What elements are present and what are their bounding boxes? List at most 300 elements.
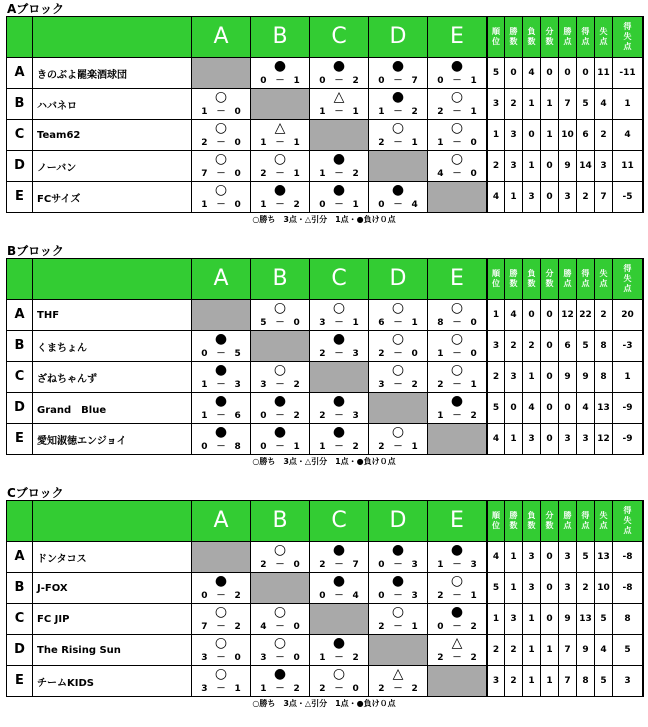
stat-value: 4 (488, 542, 504, 572)
stat-value: 13 (595, 542, 612, 572)
team-name-text: FC JIP (37, 613, 70, 625)
match-score (310, 169, 368, 179)
score-dash: － (207, 653, 235, 663)
legend: ○勝ち 3点・△引分 1点・●負け０点 (252, 215, 396, 224)
match-score (310, 442, 368, 452)
match-result (369, 300, 427, 330)
team-name-text: J-FOX (37, 582, 68, 594)
stat-value: 0 (541, 573, 558, 603)
score-against: 0 (234, 169, 241, 179)
score-dash: － (443, 622, 471, 632)
match-result (251, 666, 309, 696)
stat-value: 5 (488, 58, 504, 88)
stat-value: 0 (541, 300, 558, 330)
match-result (251, 635, 309, 665)
stat-header-label: 得失点 (623, 264, 632, 293)
score-dash: － (443, 560, 471, 570)
score-for: 1 (437, 411, 444, 421)
score-dash: － (384, 380, 412, 390)
match-score (251, 411, 309, 421)
match-result (251, 58, 309, 88)
stat-value: 5 (595, 604, 612, 634)
score-for: 0 (378, 76, 385, 86)
match-score (251, 200, 309, 210)
team-name-text: The Rising Sun (37, 644, 121, 656)
score-dash: － (443, 107, 471, 117)
match-result (310, 300, 368, 330)
score-against: 1 (293, 442, 300, 452)
team-name-text: Team62 (37, 129, 81, 141)
match-result (369, 58, 427, 88)
score-dash: － (384, 76, 412, 86)
draw-mark-icon: △ (333, 89, 345, 105)
score-for: 2 (378, 138, 385, 148)
score-for: 1 (201, 107, 208, 117)
match-score (428, 318, 486, 328)
score-for: 7 (201, 622, 208, 632)
score-dash: － (443, 76, 471, 86)
match-score (251, 318, 309, 328)
score-against: 2 (352, 653, 359, 663)
match-result (310, 542, 368, 572)
stat-value: 3 (488, 331, 504, 361)
standings-table (6, 16, 644, 213)
loss-mark-icon: ● (214, 393, 228, 409)
stat-value: 8 (613, 604, 642, 634)
match-score (310, 591, 368, 601)
match-score (251, 653, 309, 663)
score-against: 2 (470, 622, 477, 632)
score-dash: － (207, 107, 235, 117)
stat-value: 1 (541, 120, 558, 150)
stat-value: 5 (595, 666, 612, 696)
stat-value: -9 (613, 424, 642, 454)
loss-mark-icon: ● (450, 542, 464, 558)
stat-value: 2 (488, 362, 504, 392)
column-header-c: C (310, 259, 368, 299)
match-result (310, 573, 368, 603)
stat-value: 4 (505, 300, 522, 330)
stat-value: 3 (559, 573, 576, 603)
block-title: Aブロック (7, 2, 65, 16)
win-mark-icon: ○ (273, 362, 287, 378)
stat-header (577, 17, 594, 57)
match-result (192, 89, 250, 119)
team-name (33, 120, 191, 150)
match-score (428, 591, 486, 601)
header-team-name (33, 17, 191, 57)
score-for: 2 (260, 560, 267, 570)
team-name (33, 542, 191, 572)
score-against: 3 (352, 411, 359, 421)
stat-value: 7 (559, 89, 576, 119)
score-against: 7 (352, 560, 359, 570)
match-score (251, 442, 309, 452)
column-header-e: E (428, 259, 486, 299)
match-result (310, 58, 368, 88)
stat-value: 9 (559, 151, 576, 181)
row-label: B (7, 89, 32, 119)
row-label: E (7, 666, 32, 696)
self-match-cell (310, 120, 368, 150)
team-name (33, 666, 191, 696)
score-for: 2 (260, 169, 267, 179)
score-against: 4 (352, 591, 359, 601)
win-mark-icon: ○ (391, 604, 405, 620)
row-label: A (7, 58, 32, 88)
score-against: 1 (293, 169, 300, 179)
stat-value: 3 (505, 362, 522, 392)
match-score (310, 684, 368, 694)
match-score (369, 622, 427, 632)
self-match-cell (251, 89, 309, 119)
stat-value: 5 (577, 542, 594, 572)
match-score (369, 200, 427, 210)
stat-value: 5 (577, 89, 594, 119)
loss-mark-icon: ● (450, 604, 464, 620)
stat-value: 0 (541, 151, 558, 181)
stat-value: 2 (595, 120, 612, 150)
score-against: 0 (234, 653, 241, 663)
loss-mark-icon: ● (391, 58, 405, 74)
score-against: 3 (352, 349, 359, 359)
match-score (192, 653, 250, 663)
stat-value: 2 (523, 331, 540, 361)
stat-value: 3 (523, 542, 540, 572)
score-dash: － (325, 169, 353, 179)
stat-value: 2 (577, 182, 594, 212)
score-dash: － (384, 684, 412, 694)
row-label: E (7, 424, 32, 454)
match-result (192, 635, 250, 665)
stat-value: 2 (505, 635, 522, 665)
score-for: 2 (437, 107, 444, 117)
stat-header (595, 501, 612, 541)
stat-header-label: 分数 (545, 27, 554, 46)
score-against: 2 (293, 380, 300, 390)
score-for: 0 (319, 76, 326, 86)
score-against: 0 (470, 349, 477, 359)
row-label: D (7, 635, 32, 665)
column-header-c: C (310, 17, 368, 57)
stat-header-label: 勝点 (563, 27, 572, 46)
row-label: D (7, 393, 32, 423)
score-dash: － (266, 411, 294, 421)
stat-header-label: 勝点 (563, 511, 572, 530)
score-for: 1 (260, 684, 267, 694)
score-against: 0 (293, 622, 300, 632)
score-for: 4 (437, 169, 444, 179)
score-dash: － (384, 107, 412, 117)
stat-value: 1 (505, 182, 522, 212)
score-against: 8 (234, 442, 241, 452)
row-label: B (7, 331, 32, 361)
team-name-text: チームKIDS (37, 677, 94, 689)
self-match-cell (251, 331, 309, 361)
stat-value: 2 (595, 300, 612, 330)
team-name (33, 424, 191, 454)
stat-value: 9 (577, 362, 594, 392)
score-dash: － (207, 138, 235, 148)
stat-value: -9 (613, 393, 642, 423)
score-for: 1 (378, 107, 385, 117)
stat-value: 3 (505, 151, 522, 181)
stat-value: 0 (541, 362, 558, 392)
self-match-cell (428, 666, 486, 696)
score-for: 2 (319, 349, 326, 359)
draw-mark-icon: △ (451, 635, 463, 651)
stat-value: 4 (523, 58, 540, 88)
loss-mark-icon: ● (214, 331, 228, 347)
match-score (310, 349, 368, 359)
win-mark-icon: ○ (450, 89, 464, 105)
stat-header (577, 501, 594, 541)
block-title: Bブロック (7, 244, 64, 258)
stat-value: 3 (523, 424, 540, 454)
stat-value: 12 (559, 300, 576, 330)
score-against: 2 (293, 684, 300, 694)
score-dash: － (384, 442, 412, 452)
team-name (33, 151, 191, 181)
win-mark-icon: ○ (214, 666, 228, 682)
match-result (428, 635, 486, 665)
loss-mark-icon: ● (332, 151, 346, 167)
win-mark-icon: ○ (273, 300, 287, 316)
score-for: 2 (378, 684, 385, 694)
score-against: 6 (234, 411, 241, 421)
score-for: 0 (437, 622, 444, 632)
column-header-d: D (369, 501, 427, 541)
stat-header-label: 勝数 (509, 27, 518, 46)
score-dash: － (443, 380, 471, 390)
match-result (369, 573, 427, 603)
team-name (33, 635, 191, 665)
header-corner (7, 17, 32, 57)
match-result (192, 393, 250, 423)
match-result (428, 604, 486, 634)
score-against: 1 (470, 76, 477, 86)
score-against: 0 (470, 169, 477, 179)
win-mark-icon: ○ (391, 120, 405, 136)
stat-value: 3 (488, 89, 504, 119)
stat-value: 3 (577, 424, 594, 454)
score-dash: － (443, 349, 471, 359)
score-for: 2 (437, 653, 444, 663)
stat-value: 1 (523, 89, 540, 119)
stat-value: 2 (505, 331, 522, 361)
stat-value: 3 (505, 604, 522, 634)
stat-value: -8 (613, 573, 642, 603)
stat-header-label: 得失点 (623, 22, 632, 51)
stat-value: 4 (613, 120, 642, 150)
score-dash: － (207, 442, 235, 452)
score-against: 2 (293, 200, 300, 210)
match-result (369, 604, 427, 634)
score-against: 2 (470, 653, 477, 663)
score-dash: － (384, 591, 412, 601)
win-mark-icon: ○ (214, 89, 228, 105)
score-dash: － (207, 380, 235, 390)
score-dash: － (384, 560, 412, 570)
stat-value: 20 (613, 300, 642, 330)
score-against: 3 (470, 560, 477, 570)
column-header-e: E (428, 501, 486, 541)
match-score (428, 622, 486, 632)
match-result (251, 604, 309, 634)
loss-mark-icon: ● (332, 331, 346, 347)
stat-header-label: 分数 (545, 511, 554, 530)
score-dash: － (207, 349, 235, 359)
match-score (428, 411, 486, 421)
match-score (428, 138, 486, 148)
match-result (428, 362, 486, 392)
team-name-text: ハバネロ (37, 100, 77, 112)
loss-mark-icon: ● (273, 424, 287, 440)
legend: ○勝ち 3点・△引分 1点・●負け０点 (252, 457, 396, 466)
loss-mark-icon: ● (214, 362, 228, 378)
stat-header-label: 順位 (492, 269, 500, 288)
stat-header (541, 17, 558, 57)
match-result (310, 635, 368, 665)
score-dash: － (325, 200, 353, 210)
stat-value: 12 (595, 424, 612, 454)
draw-mark-icon: △ (392, 666, 404, 682)
win-mark-icon: ○ (273, 542, 287, 558)
stat-value: 1 (541, 635, 558, 665)
row-label: C (7, 604, 32, 634)
score-dash: － (443, 411, 471, 421)
stat-value: 7 (559, 635, 576, 665)
loss-mark-icon: ● (273, 666, 287, 682)
score-against: 2 (234, 622, 241, 632)
stat-header (505, 501, 522, 541)
team-name-text: ざねちゃんず (37, 373, 97, 385)
stat-value: 1 (523, 666, 540, 696)
stat-value: 5 (577, 331, 594, 361)
match-result (310, 393, 368, 423)
stat-value: 1 (488, 300, 504, 330)
self-match-cell (369, 151, 427, 181)
stat-value: 0 (523, 300, 540, 330)
match-score (369, 76, 427, 86)
score-dash: － (443, 653, 471, 663)
stat-value: 1 (488, 604, 504, 634)
team-name (33, 89, 191, 119)
stat-value: 2 (505, 666, 522, 696)
match-result (251, 300, 309, 330)
legend: ○勝ち 3点・△引分 1点・●負け０点 (252, 699, 396, 708)
score-for: 1 (437, 349, 444, 359)
score-for: 0 (201, 442, 208, 452)
stat-value: 0 (541, 58, 558, 88)
stat-value: 3 (559, 424, 576, 454)
match-score (369, 349, 427, 359)
match-result (369, 542, 427, 572)
match-result (428, 542, 486, 572)
win-mark-icon: ○ (273, 604, 287, 620)
stat-value: 4 (595, 89, 612, 119)
column-header-b: B (251, 501, 309, 541)
score-dash: － (266, 622, 294, 632)
score-against: 0 (293, 653, 300, 663)
score-against: 0 (411, 349, 418, 359)
match-score (192, 169, 250, 179)
loss-mark-icon: ● (332, 424, 346, 440)
self-match-cell (428, 182, 486, 212)
match-result (369, 89, 427, 119)
match-result (428, 573, 486, 603)
score-dash: － (266, 560, 294, 570)
match-score (428, 653, 486, 663)
score-for: 1 (201, 200, 208, 210)
win-mark-icon: ○ (450, 120, 464, 136)
win-mark-icon: ○ (450, 573, 464, 589)
score-for: 3 (260, 653, 267, 663)
stat-header (613, 17, 642, 57)
score-against: 1 (234, 684, 241, 694)
match-score (310, 411, 368, 421)
score-against: 1 (470, 107, 477, 117)
stat-header (577, 259, 594, 299)
score-for: 2 (378, 349, 385, 359)
team-name-text: きのぶよ罷楽酒球団 (37, 69, 127, 81)
win-mark-icon: ○ (450, 362, 464, 378)
stat-header-label: 得点 (581, 511, 590, 530)
row-label: A (7, 300, 32, 330)
stat-value: 1 (523, 362, 540, 392)
stat-value: 4 (595, 635, 612, 665)
stat-value: 0 (523, 120, 540, 150)
win-mark-icon: ○ (450, 151, 464, 167)
loss-mark-icon: ● (450, 393, 464, 409)
stat-header (523, 259, 540, 299)
score-against: 0 (293, 318, 300, 328)
score-for: 1 (201, 411, 208, 421)
column-header-b: B (251, 17, 309, 57)
stat-header (559, 17, 576, 57)
match-result (192, 424, 250, 454)
score-dash: － (384, 200, 412, 210)
match-result (192, 120, 250, 150)
stat-header-label: 勝数 (509, 511, 518, 530)
stat-value: 3 (523, 573, 540, 603)
stat-header-label: 順位 (492, 27, 500, 46)
stat-value: 0 (541, 331, 558, 361)
match-score (428, 169, 486, 179)
match-score (251, 138, 309, 148)
team-name (33, 331, 191, 361)
column-header-a: A (192, 501, 250, 541)
match-score (310, 107, 368, 117)
match-score (192, 591, 250, 601)
self-match-cell (310, 604, 368, 634)
score-for: 3 (378, 380, 385, 390)
stat-header (541, 501, 558, 541)
score-against: 0 (234, 107, 241, 117)
score-for: 1 (319, 107, 326, 117)
stat-header (488, 259, 504, 299)
match-score (192, 411, 250, 421)
column-header-e: E (428, 17, 486, 57)
header-team-name (33, 259, 191, 299)
stat-header-label: 順位 (492, 511, 500, 530)
score-against: 0 (234, 138, 241, 148)
stat-header-label: 負数 (527, 27, 536, 46)
stat-header (595, 17, 612, 57)
team-name-text: 愛知淑徳エンジョイ (37, 435, 127, 447)
match-score (428, 560, 486, 570)
match-score (192, 349, 250, 359)
